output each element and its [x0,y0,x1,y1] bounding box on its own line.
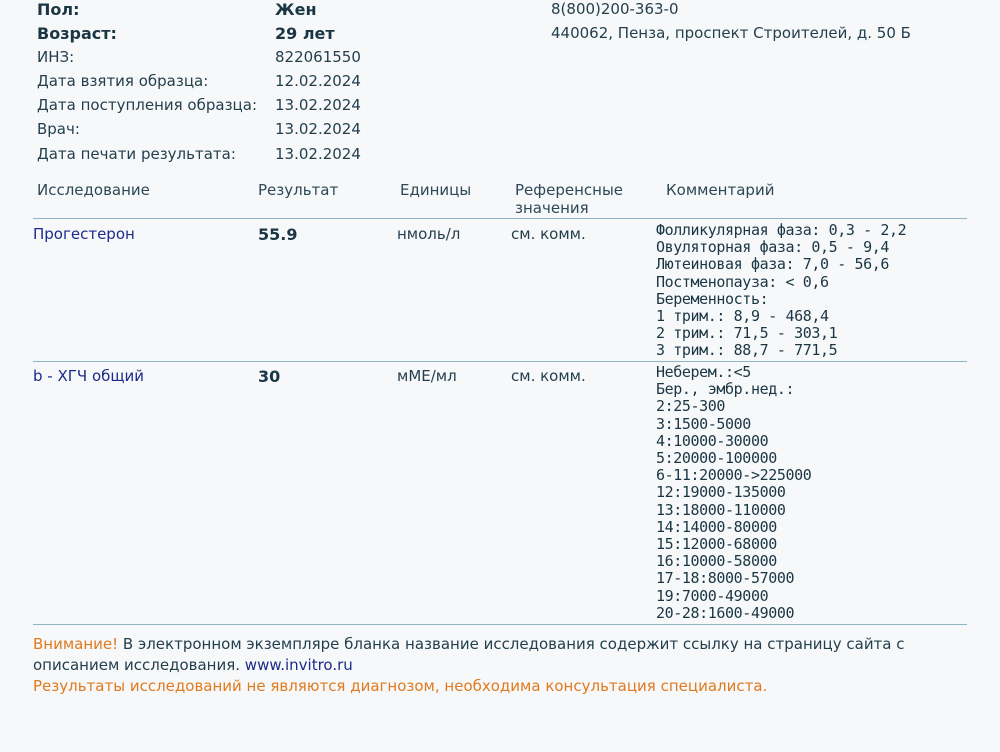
comment-block [656,222,906,360]
reference-value: см. комм. [511,367,586,385]
comment-line: 1 трим.: 8,9 - 468,4 [656,307,829,326]
sample-taken-value: 12.02.2024 [275,72,361,90]
sample-received-value: 13.02.2024 [275,96,361,114]
comment-line: 5:20000-100000 [656,449,777,468]
comment-line: 12:19000-135000 [656,483,786,502]
notice [33,634,973,697]
header-reference-line2: значения [515,199,589,217]
doctor-label: Врач: [37,120,80,138]
print-date-value: 13.02.2024 [275,145,361,163]
units-value: мМЕ/мл [397,367,457,385]
test-name-link[interactable]: b - ХГЧ общий [33,367,144,385]
comment-line: 6-11:20000->225000 [656,466,812,485]
invitro-link[interactable]: www.invitro.ru [244,656,353,674]
result-value: 30 [258,367,281,386]
header-units: Единицы [400,181,472,199]
sample-received-label: Дата поступления образца: [37,96,257,114]
header-reference-line1: Референсные [515,181,624,199]
comment-line: 20-28:1600-49000 [656,603,795,622]
table-bottom-divider [33,624,967,625]
comment-line: Фолликулярная фаза: 0,3 - 2,2 [656,221,907,239]
disclaimer: Результаты исследований не являются диагнозом, необходима консультация специалиста. [33,677,768,695]
attention-label: Внимание! [33,635,119,653]
comment-line: 13:18000-110000 [656,500,786,519]
comment-line: Лютеиновая фаза: 7,0 - 56,6 [656,255,890,274]
comment-line: 14:14000-80000 [656,517,777,536]
inz-label: ИНЗ: [37,48,75,66]
comment-line: 2:25-300 [656,397,726,416]
notice-text: В электронном экземпляре бланка название исследования содержит ссылку на страницу сайта с описанием исследования. [33,635,905,674]
print-date-label: Дата печати результата: [37,145,236,163]
sample-taken-label: Дата взятия образца: [37,72,209,90]
units-value: нмоль/л [397,225,461,243]
comment-line: Бер., эмбр.нед.: [656,380,795,399]
sex-label: Пол: [37,0,80,19]
header-test: Исследование [37,181,150,199]
comment-line: Постменопауза: < 0,6 [656,272,829,291]
comment-line: 17-18:8000-57000 [656,569,795,588]
header-divider [33,218,967,219]
comment-line: Овуляторная фаза: 0,5 - 9,4 [656,238,890,257]
header-comment: Комментарий [666,181,775,199]
comment-line: 2 трим.: 71,5 - 303,1 [656,324,838,343]
comment-line: 16:10000-58000 [656,552,777,571]
lab-phone: 8(800)200-363-0 [551,0,679,18]
age-label: Возраст: [37,24,117,43]
comment-line: 4:10000-30000 [656,431,769,450]
reference-value: см. комм. [511,225,586,243]
comment-line: 3 трим.: 88,7 - 771,5 [656,341,838,360]
comment-line: 19:7000-49000 [656,586,769,605]
age-value: 29 лет [275,24,335,43]
comment-line: Беременность: [656,289,769,308]
inz-value: 822061550 [275,48,361,66]
comment-line: Неберем.:<5 [656,363,751,381]
doctor-value: 13.02.2024 [275,120,361,138]
sex-value: Жен [275,0,317,19]
header-result: Результат [258,181,339,199]
row-divider [33,361,967,362]
comment-block [656,364,811,622]
result-value: 55.9 [258,225,298,244]
test-name-link[interactable]: Прогестерон [33,225,135,243]
comment-line: 3:1500-5000 [656,414,751,433]
lab-address: 440062, Пенза, проспект Строителей, д. 50 Б [551,24,911,42]
comment-line: 15:12000-68000 [656,535,777,554]
